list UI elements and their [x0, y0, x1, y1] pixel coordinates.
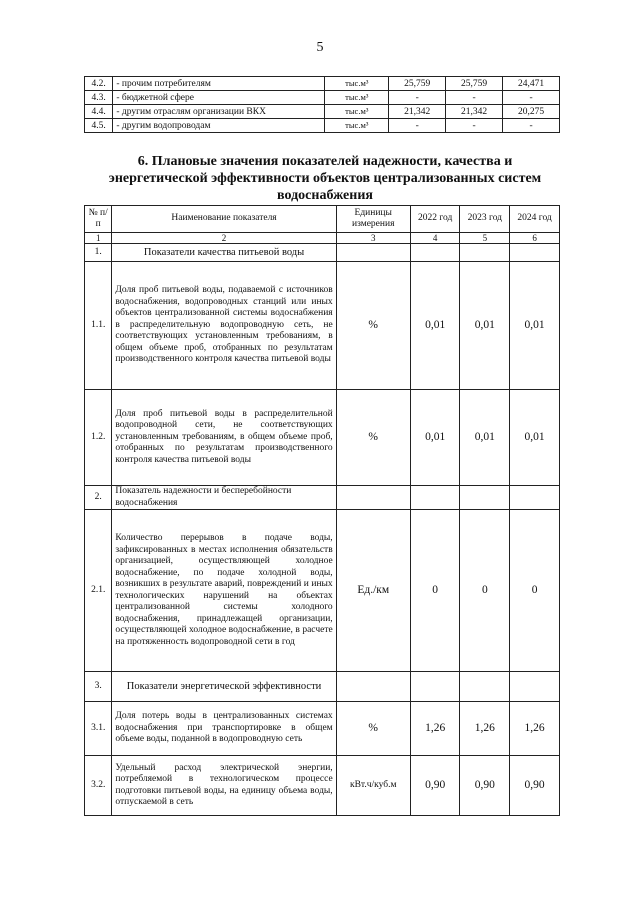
table-row: [85, 91, 560, 105]
row-number: 2.1.: [85, 510, 112, 672]
row-value-1: -: [389, 119, 446, 133]
row-number: 3.1.: [85, 702, 112, 756]
row-unit: тыс.м³: [325, 91, 389, 105]
row-name: Доля проб питьевой воды в распределительной водопроводной сети, не соответствующих установленным требованиям, в общем объеме проб, отобранных по результатам производственного контроля качества питьевой воды: [112, 390, 336, 486]
column-index: 2: [112, 233, 336, 244]
row-value-1: 0,01: [410, 262, 460, 390]
table-row: [85, 672, 560, 702]
column-index: 1: [85, 233, 112, 244]
column-index: 4: [410, 233, 460, 244]
table-row: [85, 510, 560, 672]
table-row: [85, 244, 560, 262]
column-index: 5: [460, 233, 510, 244]
row-unit: %: [336, 262, 410, 390]
row-value-1: [410, 244, 460, 262]
row-value-3: -: [503, 119, 560, 133]
row-value-2: [460, 672, 510, 702]
row-value-1: 1,26: [410, 702, 460, 756]
section-title: 6. Плановые значения показателей надежности, качества и энергетической эффективности объектов централизованных систем водоснабжения: [108, 154, 542, 203]
row-unit: [336, 672, 410, 702]
table-row: [85, 119, 560, 133]
row-number: 1.: [85, 244, 112, 262]
row-value-1: 0,01: [410, 390, 460, 486]
row-value-1: 0,90: [410, 756, 460, 816]
row-value-1: 25,759: [389, 77, 446, 91]
row-name: Доля потерь воды в централизованных системах водоснабжения при транспортировке в общем объеме воды, поданной в водопроводную сеть: [112, 702, 336, 756]
row-value-3: 0,01: [510, 262, 560, 390]
header-year-2: 2023 год: [460, 206, 510, 233]
row-number: 4.3.: [85, 91, 113, 105]
row-name: Доля проб питьевой воды, подаваемой с источников водоснабжения, водопроводных станций или иных объектов централизованной системы водоснабжения в распределительную водопроводную сеть, не соответствующих установленным требованиям, в общем объеме проб, отобранных по результатам производственного контроля качества питьевой воды: [112, 262, 336, 390]
row-unit: тыс.м³: [325, 119, 389, 133]
table-row: [85, 105, 560, 119]
header-num: № п/п: [85, 206, 112, 233]
table-indicators: [84, 205, 560, 816]
row-name: Количество перерывов в подаче воды, зафиксированных в местах исполнения обязательств организацией, осуществляющей холодное водоснабжение, по подаче холодной воды, возникших в результате аварий, повреждений и иных технологических нарушений на объектах централизованной системы холодного водоснабжения, принадлежащей организации, осуществляющей холодное водоснабжение, в расчете на протяженность водопроводной сети в год: [112, 510, 336, 672]
row-value-2: 25,759: [446, 77, 503, 91]
row-value-2: 0,90: [460, 756, 510, 816]
row-name: Показатели энергетической эффективности: [112, 672, 336, 702]
row-value-3: 0,01: [510, 390, 560, 486]
row-value-3: 20,275: [503, 105, 560, 119]
page-number: 5: [316, 40, 324, 55]
row-number: 1.1.: [85, 262, 112, 390]
table-water-supply-top: [84, 76, 560, 133]
row-name: - другим водопроводам: [113, 119, 325, 133]
row-value-3: 0: [510, 510, 560, 672]
row-unit: [336, 244, 410, 262]
row-value-3: -: [503, 91, 560, 105]
header-unit: Единицы измерения: [336, 206, 410, 233]
row-value-1: 0: [410, 510, 460, 672]
row-name: - прочим потребителям: [113, 77, 325, 91]
column-index: 6: [510, 233, 560, 244]
table-row: [85, 262, 560, 390]
row-value-1: -: [389, 91, 446, 105]
row-unit: %: [336, 390, 410, 486]
row-number: 3.: [85, 672, 112, 702]
row-number: 1.2.: [85, 390, 112, 486]
row-value-2: -: [446, 91, 503, 105]
table-row: [85, 486, 560, 510]
row-number: 2.: [85, 486, 112, 510]
row-value-3: [510, 672, 560, 702]
row-unit: %: [336, 702, 410, 756]
column-index-row: [85, 233, 560, 244]
row-value-3: 0,90: [510, 756, 560, 816]
row-value-2: 0,01: [460, 262, 510, 390]
row-name: Показатель надежности и бесперебойности водоснабжения: [112, 486, 336, 510]
row-unit: кВт.ч/куб.м: [336, 756, 410, 816]
row-value-2: 1,26: [460, 702, 510, 756]
table-row: [85, 77, 560, 91]
row-name: - бюджетной сфере: [113, 91, 325, 105]
row-number: 4.4.: [85, 105, 113, 119]
row-value-1: [410, 672, 460, 702]
table-row: [85, 702, 560, 756]
header-year-1: 2022 год: [410, 206, 460, 233]
row-number: 4.2.: [85, 77, 113, 91]
row-value-3: 1,26: [510, 702, 560, 756]
row-name: Показатели качества питьевой воды: [112, 244, 336, 262]
row-value-2: 0,01: [460, 390, 510, 486]
row-unit: [336, 486, 410, 510]
row-value-1: [410, 486, 460, 510]
table-row: [85, 390, 560, 486]
row-number: 3.2.: [85, 756, 112, 816]
row-value-1: 21,342: [389, 105, 446, 119]
row-unit: тыс.м³: [325, 105, 389, 119]
header-year-3: 2024 год: [510, 206, 560, 233]
row-value-2: [460, 486, 510, 510]
column-index: 3: [336, 233, 410, 244]
row-value-2: 21,342: [446, 105, 503, 119]
row-number: 4.5.: [85, 119, 113, 133]
row-unit: тыс.м³: [325, 77, 389, 91]
row-value-3: [510, 244, 560, 262]
row-value-2: [460, 244, 510, 262]
header-name: Наименование показателя: [112, 206, 336, 233]
row-unit: Ед./км: [336, 510, 410, 672]
row-value-3: [510, 486, 560, 510]
row-name: Удельный расход электрической энергии, потребляемой в технологическом процессе подготовки питьевой воды, на единицу объема воды, отпускаемой в сеть: [112, 756, 336, 816]
row-name: - другим отраслям организации ВКХ: [113, 105, 325, 119]
row-value-3: 24,471: [503, 77, 560, 91]
table-row: [85, 756, 560, 816]
table-header-row: [85, 206, 560, 233]
row-value-2: 0: [460, 510, 510, 672]
row-value-2: -: [446, 119, 503, 133]
